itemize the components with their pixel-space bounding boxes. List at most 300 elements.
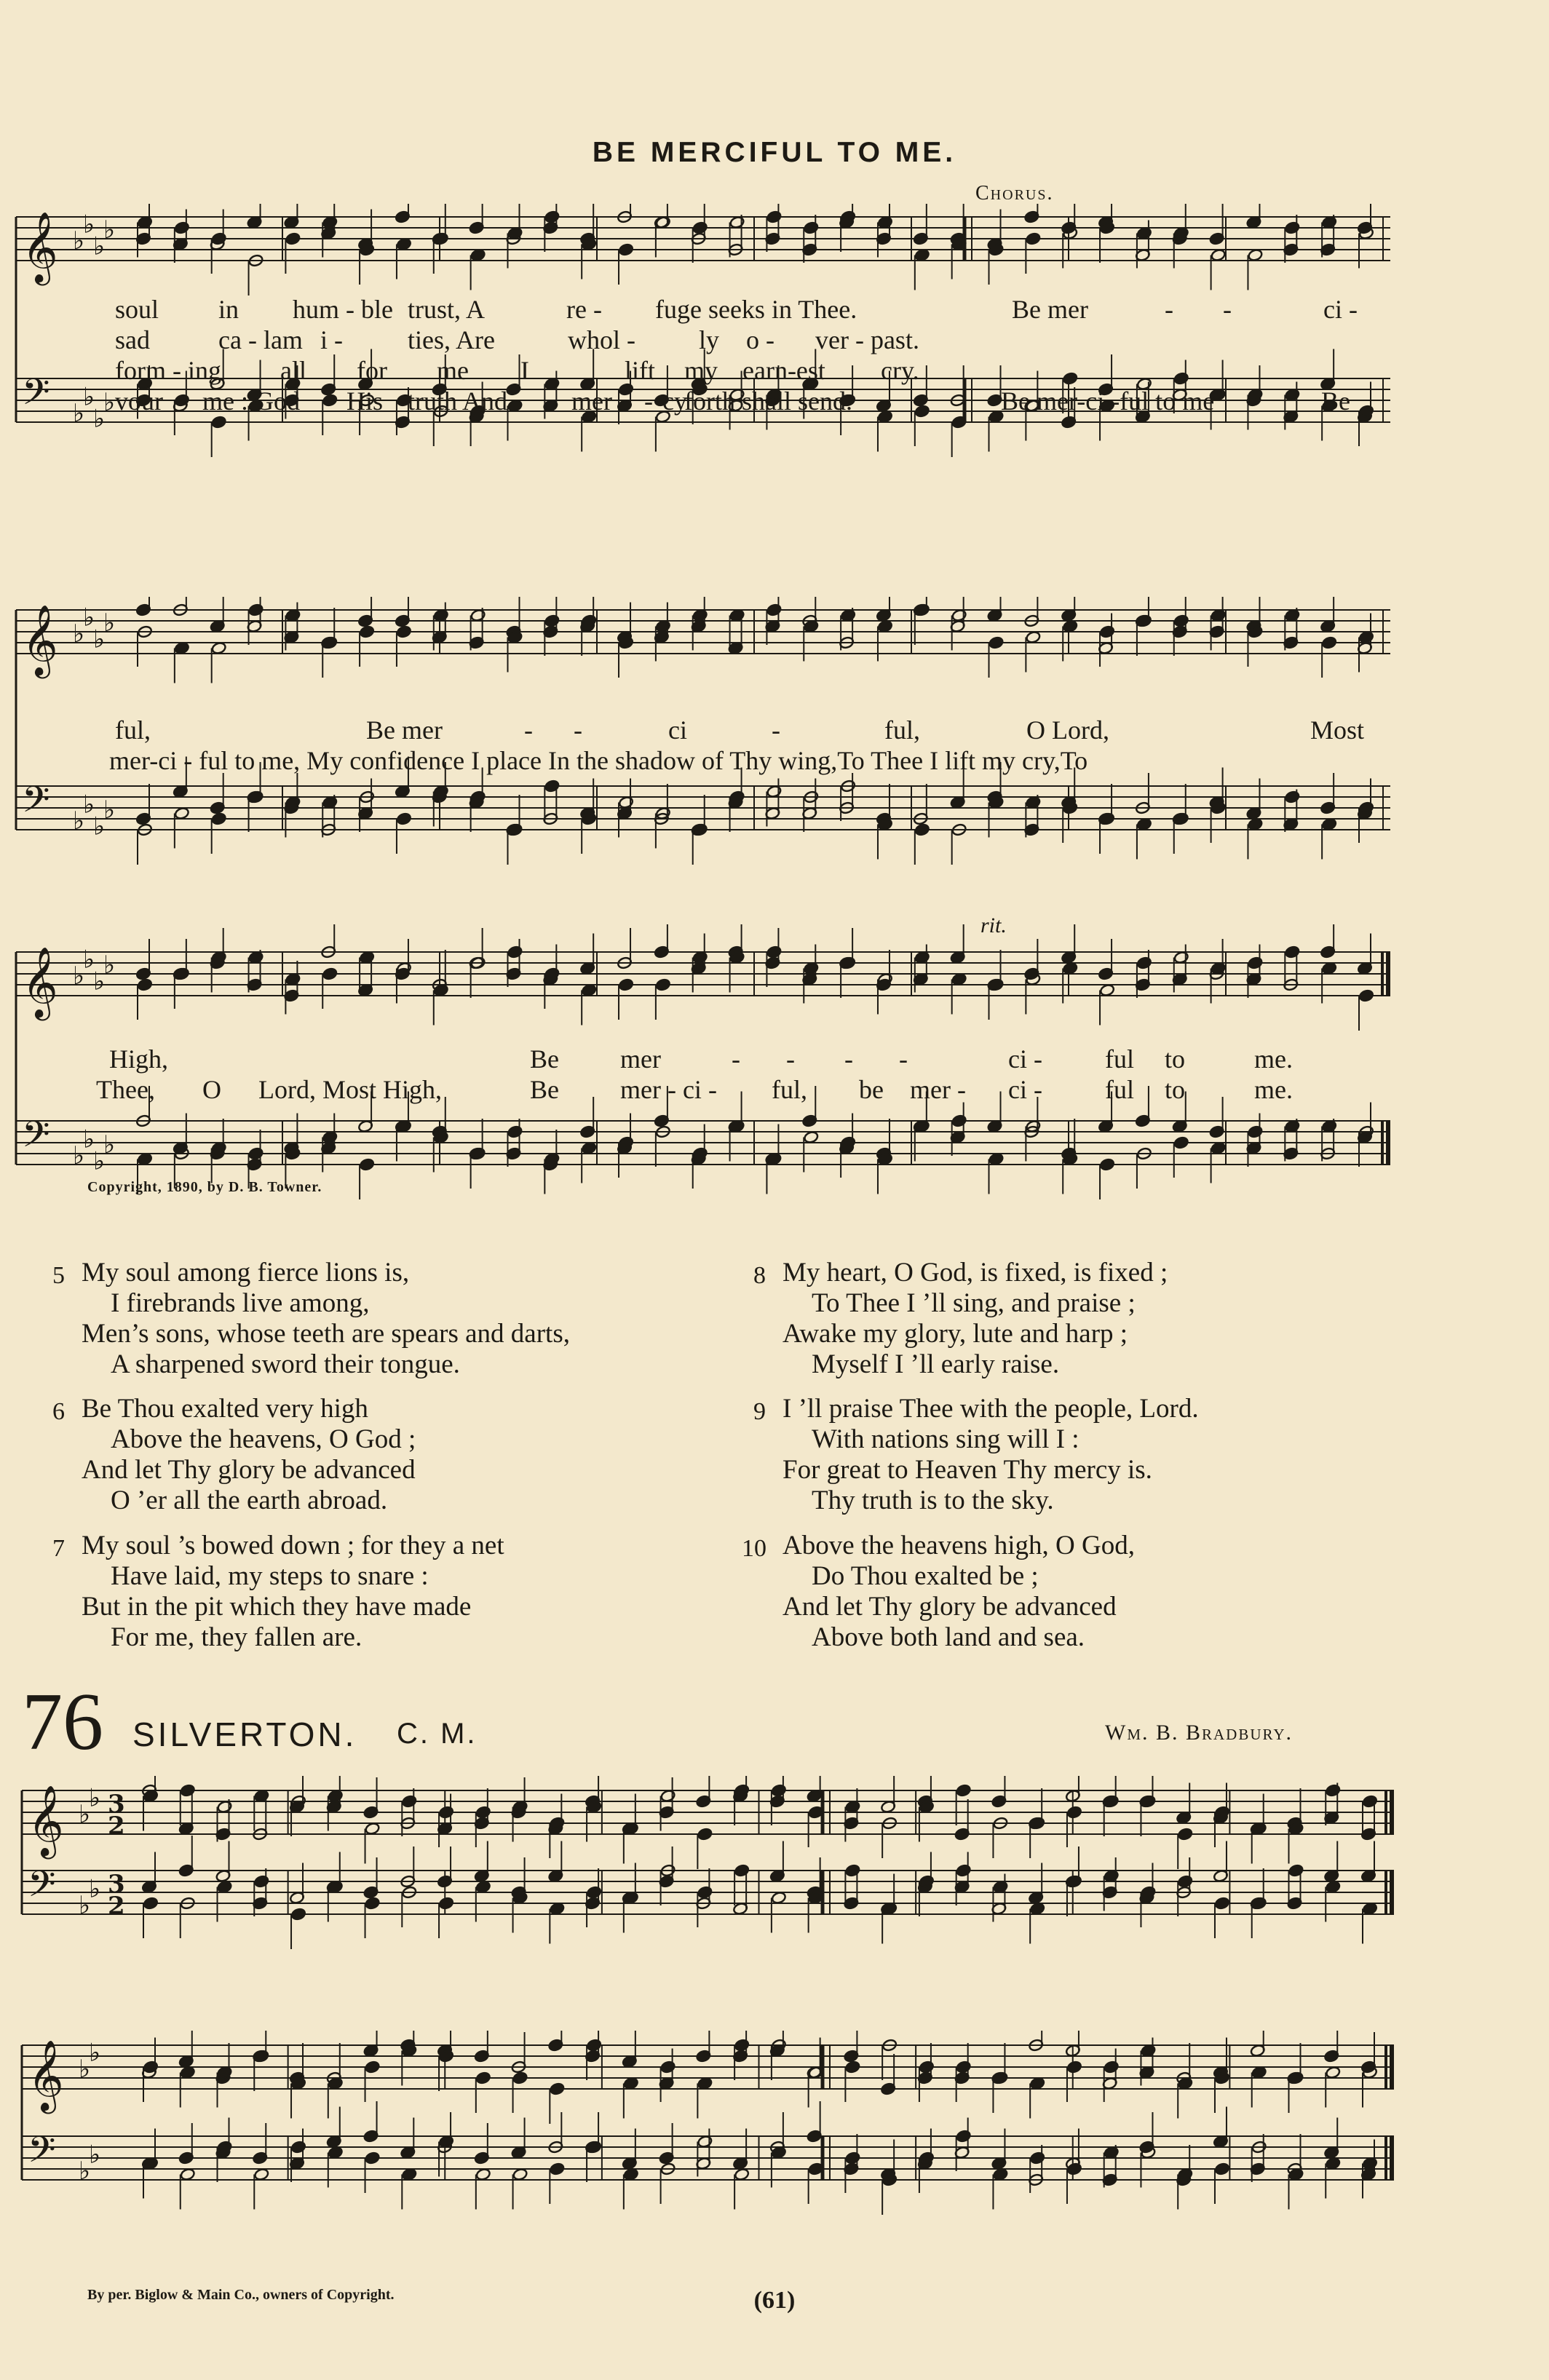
bass-clef-icon: 𝄢 [22,371,50,422]
note-head [1362,2157,1377,2170]
lyric-syllable: ci - [1008,1075,1042,1104]
note-head [285,608,301,622]
lyric-syllable: - [772,715,780,745]
note-head [174,806,189,820]
note-head [1285,388,1300,401]
treble-clef-icon: 𝄞 [28,1785,64,1856]
lyric-syllable: to [1165,1075,1186,1104]
flat-icon: ♭ [83,382,95,412]
lyric-syllable: ci - [1008,1044,1042,1074]
stanza-number: 10 [742,1535,766,1562]
note-head [697,2135,713,2148]
note-head [322,215,338,229]
note-head [623,2167,638,2181]
note-head [655,978,670,991]
note-head [544,210,560,223]
note-head [1211,608,1226,622]
lyric-syllable: all [280,356,306,385]
bass-clef-icon: 𝄢 [28,1863,56,1914]
note-head [174,221,189,234]
note-head [1358,989,1374,1002]
lyric-syllable: mer - [910,1075,966,1104]
stanza-number: 7 [52,1535,65,1562]
note-head [692,221,708,234]
note-head [956,2060,971,2074]
flat-icon: ♭ [83,603,95,632]
treble-clef-icon: 𝄞 [28,2039,64,2111]
note-head [359,951,374,964]
note-head [1104,2146,1119,2159]
note-head [586,2039,601,2052]
note-head [1063,372,1078,385]
lyric-syllable: ties, Are [408,325,495,354]
flat-icon: ♭ [93,967,106,996]
note-head [137,1152,152,1165]
flat-icon: ♭ [79,2157,91,2186]
flat-icon: ♭ [89,1783,101,1813]
note-head [951,608,967,622]
note-head [322,796,338,809]
note-head [365,1822,380,1835]
note-head [1026,232,1041,245]
note-head [1178,1828,1193,1841]
lyric-syllable: vour [115,386,163,416]
stanza-number: 9 [753,1398,766,1425]
note-head [618,978,633,991]
stanza-line: Have laid, my steps to snare : [111,1561,429,1591]
flat-icon: ♭ [93,624,106,654]
note-head [328,1789,343,1802]
note-head [1326,2066,1341,2079]
note-head [766,210,782,223]
note-head [734,1864,749,1877]
note-head [544,377,560,390]
note-head [734,2167,749,2181]
flat-icon: ♭ [103,608,116,638]
lyric-syllable: - [574,715,582,745]
note-head [623,2076,638,2090]
note-head [1173,614,1189,627]
note-head [137,215,152,229]
stanza-line: Above the heavens high, O God, [783,1531,1135,1560]
lyric-syllable: be [859,1075,884,1104]
lyric-syllable: - [899,1044,908,1074]
note-head [1141,2044,1156,2057]
note-head [470,248,486,261]
note-head [914,951,930,964]
flat-icon: ♭ [73,1141,85,1170]
note-head [211,641,226,654]
lyric-syllable: forth shall send. [684,386,852,416]
composer-credit: Wm. B. Bradbury. [1105,1721,1294,1745]
stanza-line: Men’s sons, whose teeth are spears and darts, [82,1319,570,1349]
bass-clef-icon: 𝄢 [22,779,50,830]
note-head [254,1789,269,1802]
lyric-syllable: - [844,1044,853,1074]
lyric-syllable: ci [668,715,687,745]
note-head [655,619,670,632]
note-head [254,1875,269,1888]
note-head [845,1800,860,1813]
note-head [1030,1902,1045,1915]
lyric-syllable: Be [530,1044,559,1074]
note-head [1173,372,1189,385]
note-head [729,215,745,229]
ritardando-mark: rit. [980,913,1007,937]
note-head [877,619,892,632]
note-head [692,608,708,622]
note-head [766,785,782,798]
stanza-line: Myself I ’ll early raise. [812,1349,1060,1379]
note-head [402,1795,417,1808]
note-head [877,215,892,229]
note-head [582,983,597,996]
grand-staff-5 [0,2031,1549,2249]
lyric-syllable: for [357,356,387,385]
stanza-6 [52,1394,416,1516]
note-head [1248,817,1263,830]
note-head [211,416,226,429]
lyric-syllable: O [202,1075,221,1104]
lyric-syllable: truth And [408,386,508,416]
treble-clef-icon: 𝄞 [22,604,58,675]
time-signature-bottom: 2 [108,1812,125,1841]
stanza-line: Awake my glory, lute and harp ; [783,1319,1128,1349]
note-head [660,1789,676,1802]
stanza-line: My soul among fierce lions is, [82,1258,410,1288]
note-head [322,967,338,980]
lyric-syllable: - [1165,295,1173,324]
bass-clef-icon: 𝄢 [28,2129,56,2180]
note-head [697,1828,713,1841]
lyric-syllable: ful [1105,1044,1134,1074]
note-head [1211,1141,1226,1154]
flat-icon: ♭ [89,2140,101,2170]
stanza-line: And let Thy glory be advanced [783,1592,1117,1622]
note-head [1136,226,1152,239]
note-head [766,945,782,959]
note-head [1026,796,1041,809]
note-head [475,1806,491,1819]
note-head [328,2146,343,2159]
lyric-syllable: O Lord, [1026,715,1109,745]
flat-icon: ♭ [73,961,85,991]
note-head [1321,817,1336,830]
lyric-syllable: - [732,1044,740,1074]
note-head [290,1908,306,1921]
note-head [804,961,819,975]
note-head [804,221,819,234]
note-head [322,394,338,407]
note-head [1178,1875,1193,1888]
chorus-label: Chorus. [975,182,1054,205]
note-head [137,978,152,991]
lyric-syllable: earn-est [742,356,825,385]
note-head [1285,221,1300,234]
note-head [804,1130,819,1143]
note-head [248,951,264,964]
note-head [217,1880,232,1893]
note-head [1321,215,1336,229]
lyric-syllable: me. [1254,1075,1293,1104]
flat-icon: ♭ [73,399,85,428]
note-head [618,796,633,809]
lyric-syllable: in [218,295,239,324]
lyric-line-6: mer-ci - ful to me, My confidence I place In the shadow of Thy wing,To Thee I lift my cry,To [109,746,1088,775]
lyric-syllable: i - [320,325,343,354]
note-head [1136,956,1152,969]
note-head [1288,1864,1304,1877]
time-signature-bottom: 2 [108,1892,125,1921]
lyric-syllable: ci - [1323,295,1358,324]
note-head [1362,1902,1377,1915]
note-head [322,1130,338,1143]
note-head [845,1864,860,1877]
flat-icon: ♭ [93,231,106,261]
lyric-syllable: soul [115,295,159,324]
note-head [211,812,226,825]
lyric-syllable: ful, [884,715,920,745]
note-head [1104,2060,1119,2074]
note-head [180,1784,195,1797]
note-head [248,1147,264,1160]
lyric-syllable: Be mer [1012,295,1088,324]
note-head [470,608,486,622]
note-head [919,2060,934,2074]
stanza-5 [52,1258,570,1380]
stanza-line: For great to Heaven Thy mercy is. [783,1455,1152,1485]
flat-icon: ♭ [73,226,85,255]
flat-icon: ♭ [89,2038,101,2068]
lyric-syllable: mer - ci - [620,1075,717,1104]
lyric-syllable: me : God [202,386,300,416]
note-head [1321,1119,1336,1133]
lyric-syllable: fuge seeks in Thee. [655,295,857,324]
note-head [475,1880,491,1893]
note-head [1030,2076,1045,2090]
stanza-number: 6 [52,1398,65,1425]
lyric-syllable: me. [1254,1044,1293,1074]
lyric-syllable: High, [109,1044,168,1074]
stanza-line: And let Thy glory be advanced [82,1455,416,1485]
note-head [507,1125,523,1138]
lyric-syllable: cry. [881,356,919,385]
note-head [550,2162,565,2175]
flat-icon: ♭ [79,2055,91,2084]
lyric-syllable: form - ing [115,356,221,385]
note-head [1104,1869,1119,1882]
stanza-number: 5 [52,1262,65,1289]
note-head [729,608,745,622]
page-number: (61) [753,2287,796,2314]
flat-icon: ♭ [93,812,106,841]
lyric-syllable: - [1223,295,1232,324]
note-head [993,2167,1008,2181]
time-signature-top: 3 [108,1790,125,1819]
note-head [1285,945,1300,959]
stanza-line: I ’ll praise Thee with the people, Lord. [783,1394,1199,1424]
flat-icon: ♭ [73,619,85,648]
hymn-number: 76 [22,1677,103,1767]
time-signature-top: 3 [108,1870,125,1899]
note-head [396,625,411,638]
lyric-syllable: ver - past. [815,325,919,354]
lyric-syllable: whol - [568,325,635,354]
note-head [512,2167,528,2181]
stanza-line: Be Thou exalted very high [82,1394,368,1424]
note-head [1326,1880,1341,1893]
music-system-5 [0,2031,1549,2249]
note-head [254,2167,269,2181]
lyric-syllable: Lord, Most High, [258,1075,442,1104]
lyric-syllable: ful [1105,1075,1134,1104]
note-head [1099,983,1114,996]
note-head [1321,636,1336,649]
note-head [1248,956,1263,969]
note-head [550,2082,565,2095]
note-head [766,603,782,616]
note-head [507,945,523,959]
note-head [877,410,892,423]
note-head [396,812,411,825]
note-head [174,641,189,654]
note-head [365,1897,380,1910]
note-head [544,614,560,627]
note-head [697,2076,713,2090]
stanza-line: My heart, O God, is fixed, is fixed ; [783,1258,1168,1288]
note-head [956,2130,971,2143]
note-head [1251,2066,1267,2079]
note-head [507,399,523,412]
hymn-title-silverton: SILVERTON. [132,1715,357,1753]
note-head [734,2039,749,2052]
lyric-syllable: ly [699,325,720,354]
lyric-syllable: ca - lam [218,325,303,354]
note-head [475,2071,491,2085]
lyric-syllable: - [644,386,653,416]
note-head [1362,1795,1377,1808]
lyric-syllable: I [520,356,529,385]
note-head [1026,630,1041,643]
note-head [1285,608,1300,622]
stanza-line: Do Thou exalted be ; [812,1561,1039,1591]
note-head [840,608,855,622]
note-head [248,603,264,616]
grand-staff-3 [0,924,1549,1201]
note-head [1358,630,1374,643]
note-head [582,1141,597,1154]
flat-icon: ♭ [103,1130,116,1159]
note-head [180,2167,195,2181]
note-head [285,232,301,245]
note-head [660,2060,676,2074]
lyric-syllable: re - [566,295,602,324]
note-head [1214,1897,1229,1910]
note-head [1173,1136,1189,1149]
flat-icon: ♭ [103,796,116,825]
note-head [914,248,930,261]
treble-clef-icon: 𝄞 [22,946,58,1018]
note-head [1285,1119,1300,1133]
stanza-line: A sharpened sword their tongue. [111,1349,460,1379]
treble-clef-icon: 𝄞 [22,211,58,282]
note-head [1066,2060,1082,2074]
note-head [845,2151,860,2165]
lyric-syllable: trust, A [408,295,486,324]
stanza-line: I firebrands live among, [111,1288,370,1318]
stanza-line: With nations sing will I : [812,1424,1079,1454]
note-head [285,972,301,985]
note-head [586,1886,601,1899]
note-head [771,1784,786,1797]
lyric-syllable: Most [1310,715,1365,745]
note-head [771,1891,786,1904]
note-head [433,608,448,622]
note-head [1099,625,1114,638]
note-head [438,1806,453,1819]
note-head [143,1897,158,1910]
note-head [550,1902,565,1915]
stanza-line: Above the heavens, O God ; [111,1424,416,1454]
stanza-10 [742,1531,1135,1653]
note-head [1321,961,1336,975]
note-head [697,1886,713,1899]
hymn-title: BE MERCIFUL TO ME. [592,137,957,168]
hymn-meter: C. M. [397,1718,478,1750]
flat-icon: ♭ [93,404,106,434]
note-head [914,823,930,836]
flat-icon: ♭ [79,1800,91,1829]
music-system-3 [0,924,1549,1201]
note-head [956,1864,971,1877]
flat-icon: ♭ [103,388,116,417]
note-head [692,951,708,964]
note-head [365,2060,380,2074]
note-head [475,2167,491,2181]
stanza-line: To Thee I ’ll sing, and praise ; [812,1288,1136,1318]
stanza-line: Thy truth is to the sky. [812,1485,1054,1515]
note-head [1063,619,1078,632]
note-head [217,1800,232,1813]
note-head [951,972,967,985]
note-head [845,2060,860,2074]
lyric-syllable: ful, [772,1075,807,1104]
note-head [1063,961,1078,975]
note-head [180,2066,195,2079]
note-head [402,2167,417,2181]
stanza-line: Above both land and sea. [812,1622,1085,1652]
note-head [290,2141,306,2154]
lyric-syllable: Thee, [96,1075,155,1104]
note-head [396,237,411,250]
lyric-syllable: His [346,386,384,416]
lyric-syllable: lift [625,356,655,385]
lyric-syllable: Be mer [366,715,443,745]
lyric-syllable: to [1165,1044,1186,1074]
flat-icon: ♭ [73,806,85,836]
flat-icon: ♭ [103,951,116,980]
note-head [993,1880,1008,1893]
lyric-syllable: - [786,1044,795,1074]
note-head [438,1897,453,1910]
lyric-syllable: me [437,356,469,385]
grand-staff-4 [0,1776,1549,1994]
note-head [512,2071,528,2085]
flat-icon: ♭ [83,790,95,820]
note-head [1285,790,1300,804]
lyric-syllable: o - [746,325,774,354]
stanza-line: O ’er all the earth abroad. [111,1485,388,1515]
